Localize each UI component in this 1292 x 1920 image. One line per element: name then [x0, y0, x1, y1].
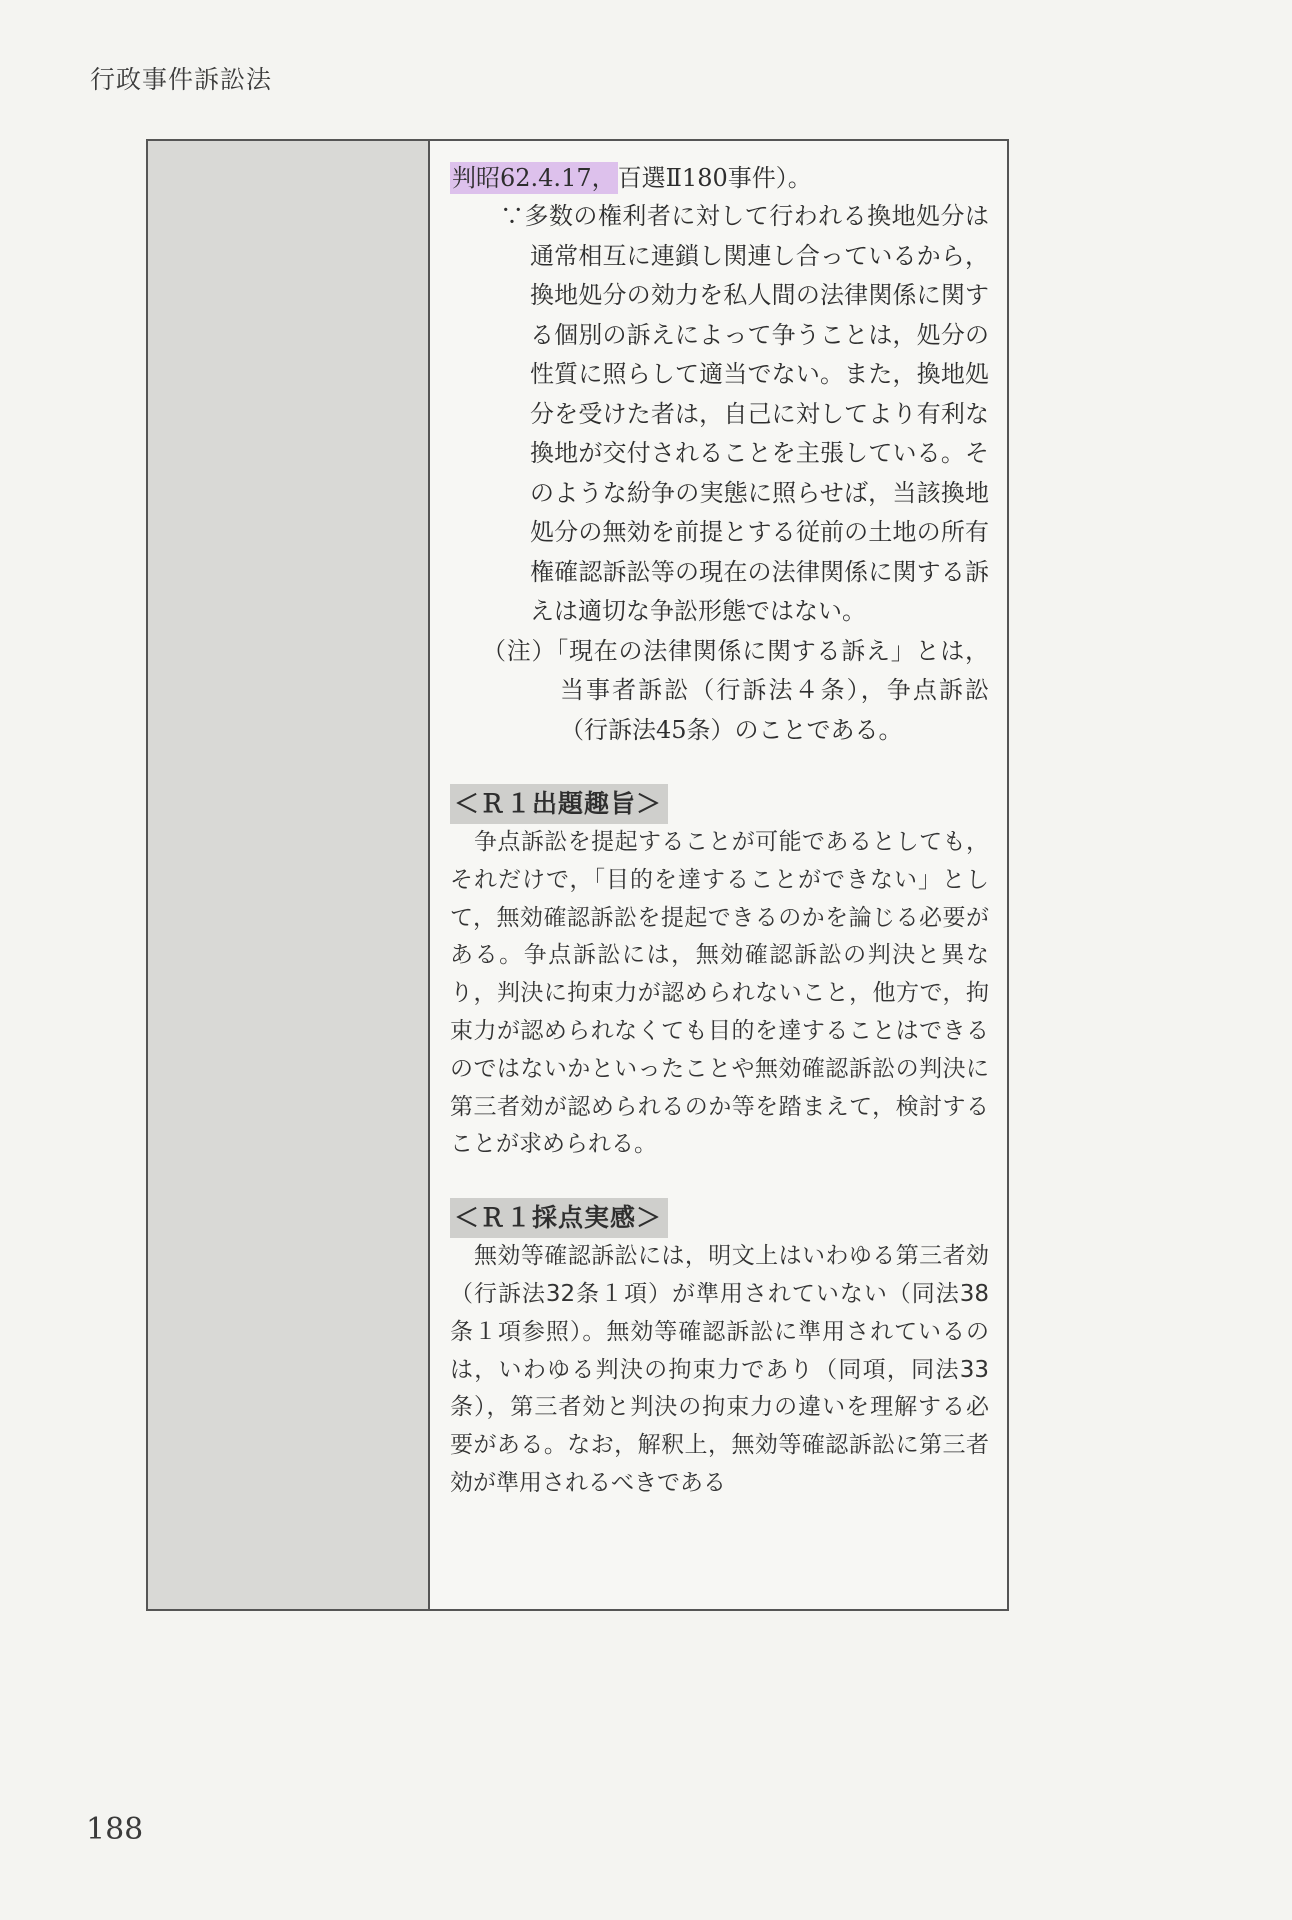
content-table: [146, 139, 1009, 1611]
section-heading-purpose: ＜Ｒ１出題趣旨＞: [450, 784, 668, 824]
case-citation: [450, 159, 989, 197]
right-column-text: [430, 141, 1007, 1609]
note-paragraph: （注）「現在の法律関係に関する訴え」とは，当事者訴訟（行訴法４条），争点訴訟（行訴法45条）のことである。: [482, 636, 989, 744]
highlighted-citation: 判昭62.4.17，: [452, 164, 616, 192]
running-head-title: 行政事件訴訟法: [90, 65, 273, 94]
section-body-grading: 無効等確認訴訟には，明文上はいわゆる第三者効（行訴法32条１項）が準用されていない（同法38条１項参照）。無効等確認訴訟に準用されているのは，いわゆる判決の拘束力であり（同項，同法33条），第三者効と判決の拘束力の違いを理解する必要がある。なお，解釈上，無効等確認訴訟に第三者効が準用されるべきである: [450, 1243, 989, 1496]
reason-paragraph: ∵多数の権利者に対して行われる換地処分は通常相互に連鎖し関連し合っているから，換地処分の効力を私人間の法律関係に関する個別の訴えによって争うことは，処分の性質に照らして適当でない。また，換地処分を受けた者は，自己に対してより有利な換地が交付されることを主張している。そのような紛争の実態に照らせば，当該換地処分の無効を前提とする従前の土地の所有権確認訴訟等の現在の法律関係に関する訴えは適切な争訟形態ではない。: [500, 202, 989, 625]
left-column-shaded: [148, 141, 430, 1609]
citation-rest: 百選Ⅱ180事件）。: [617, 164, 812, 192]
section-r1-purpose: [450, 784, 989, 1164]
section-r1-grading: [450, 1198, 989, 1503]
page-number: 188: [86, 1812, 144, 1847]
section-heading-grading: ＜Ｒ１採点実感＞: [450, 1198, 668, 1238]
section-body-purpose: 争点訴訟を提起することが可能であるとしても，それだけで，「目的を達することができない」として，無効確認訴訟を提起できるのかを論じる必要がある。争点訴訟には，無効確認訴訟の判決と異なり，判決に拘束力が認められないこと，他方で，拘束力が認められなくても目的を達することはできるのではないかといったことや無効確認訴訟の判決に第三者効が認められるのか等を踏まえて，検討することが求められる。: [450, 829, 989, 1158]
